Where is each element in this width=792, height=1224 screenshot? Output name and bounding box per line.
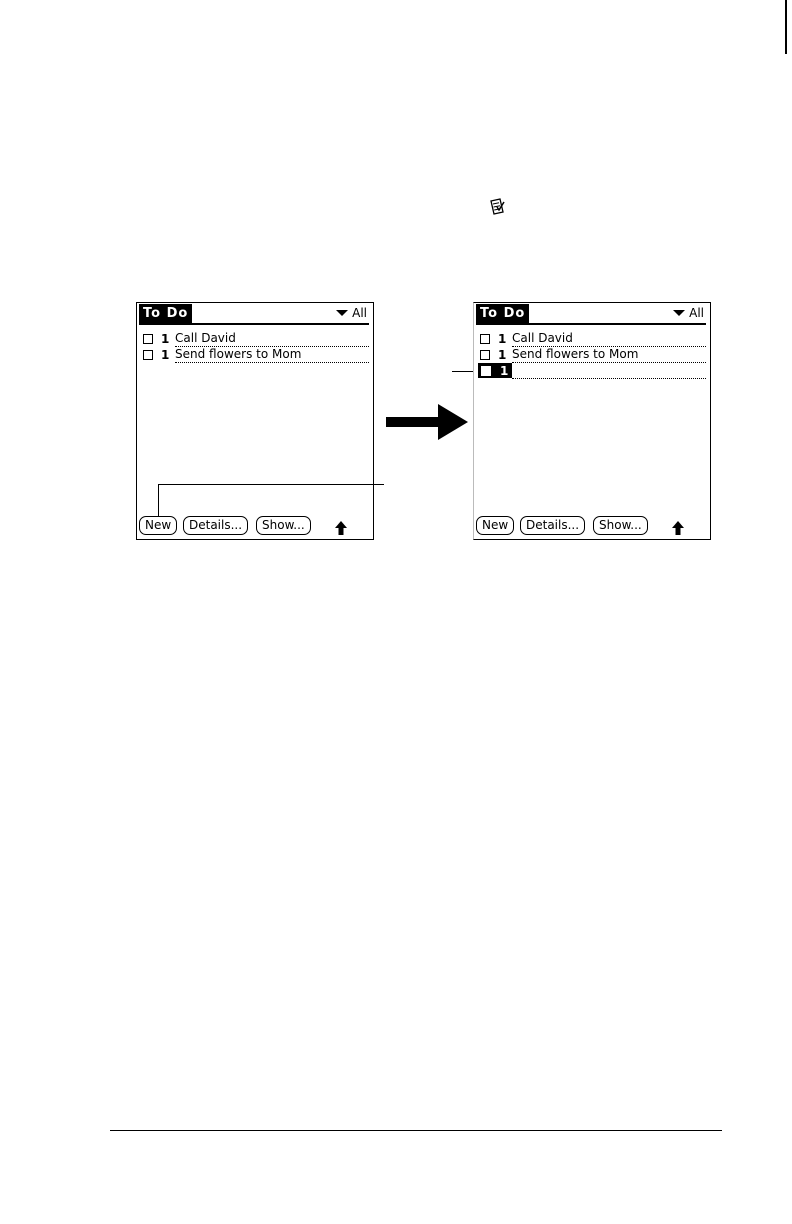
- dropdown-triangle-icon: [336, 310, 348, 316]
- category-picker[interactable]: [336, 306, 367, 320]
- task-description-input[interactable]: [512, 363, 706, 379]
- task-description[interactable]: Call David: [512, 331, 706, 347]
- task-priority[interactable]: 1: [498, 348, 507, 362]
- task-row[interactable]: [478, 331, 706, 347]
- category-picker[interactable]: [673, 306, 704, 320]
- up-arrow-icon[interactable]: [672, 521, 684, 535]
- show-button[interactable]: Show...: [256, 516, 311, 535]
- task-row[interactable]: [141, 347, 369, 363]
- dropdown-triangle-icon: [673, 310, 685, 316]
- app-title: To Do: [139, 304, 192, 323]
- category-label: All: [352, 306, 367, 320]
- selected-task-highlight[interactable]: [478, 363, 512, 378]
- task-checkbox[interactable]: [481, 366, 491, 376]
- up-arrow-icon[interactable]: [335, 521, 347, 535]
- title-divider: [476, 323, 706, 325]
- right-arrow-icon: [386, 404, 468, 440]
- callout-line: [452, 371, 474, 372]
- task-description[interactable]: Send flowers to Mom: [175, 347, 369, 363]
- task-row[interactable]: [478, 347, 706, 363]
- task-priority[interactable]: 1: [498, 332, 507, 346]
- page-edge-line: [785, 0, 787, 54]
- app-title: To Do: [476, 304, 529, 323]
- footer-rule: [110, 1130, 722, 1131]
- task-checkbox[interactable]: [143, 334, 153, 344]
- todo-list-icon: [488, 198, 506, 216]
- task-priority[interactable]: 1: [161, 332, 170, 346]
- new-button[interactable]: New: [476, 516, 514, 535]
- task-priority[interactable]: 1: [500, 364, 509, 378]
- callout-line: [158, 484, 159, 516]
- task-checkbox[interactable]: [480, 334, 490, 344]
- task-row[interactable]: [141, 331, 369, 347]
- todo-screen-before: [136, 302, 374, 540]
- details-button[interactable]: Details...: [183, 516, 248, 535]
- task-row-new[interactable]: [478, 363, 706, 379]
- title-divider: [139, 323, 369, 325]
- task-description[interactable]: Send flowers to Mom: [512, 347, 706, 363]
- new-button[interactable]: New: [139, 516, 177, 535]
- details-button[interactable]: Details...: [520, 516, 585, 535]
- category-label: All: [689, 306, 704, 320]
- task-priority[interactable]: 1: [161, 348, 170, 362]
- todo-screen-after: [473, 302, 711, 540]
- task-description[interactable]: Call David: [175, 331, 369, 347]
- callout-line: [158, 484, 384, 485]
- show-button[interactable]: Show...: [593, 516, 648, 535]
- task-checkbox[interactable]: [143, 350, 153, 360]
- task-checkbox[interactable]: [480, 350, 490, 360]
